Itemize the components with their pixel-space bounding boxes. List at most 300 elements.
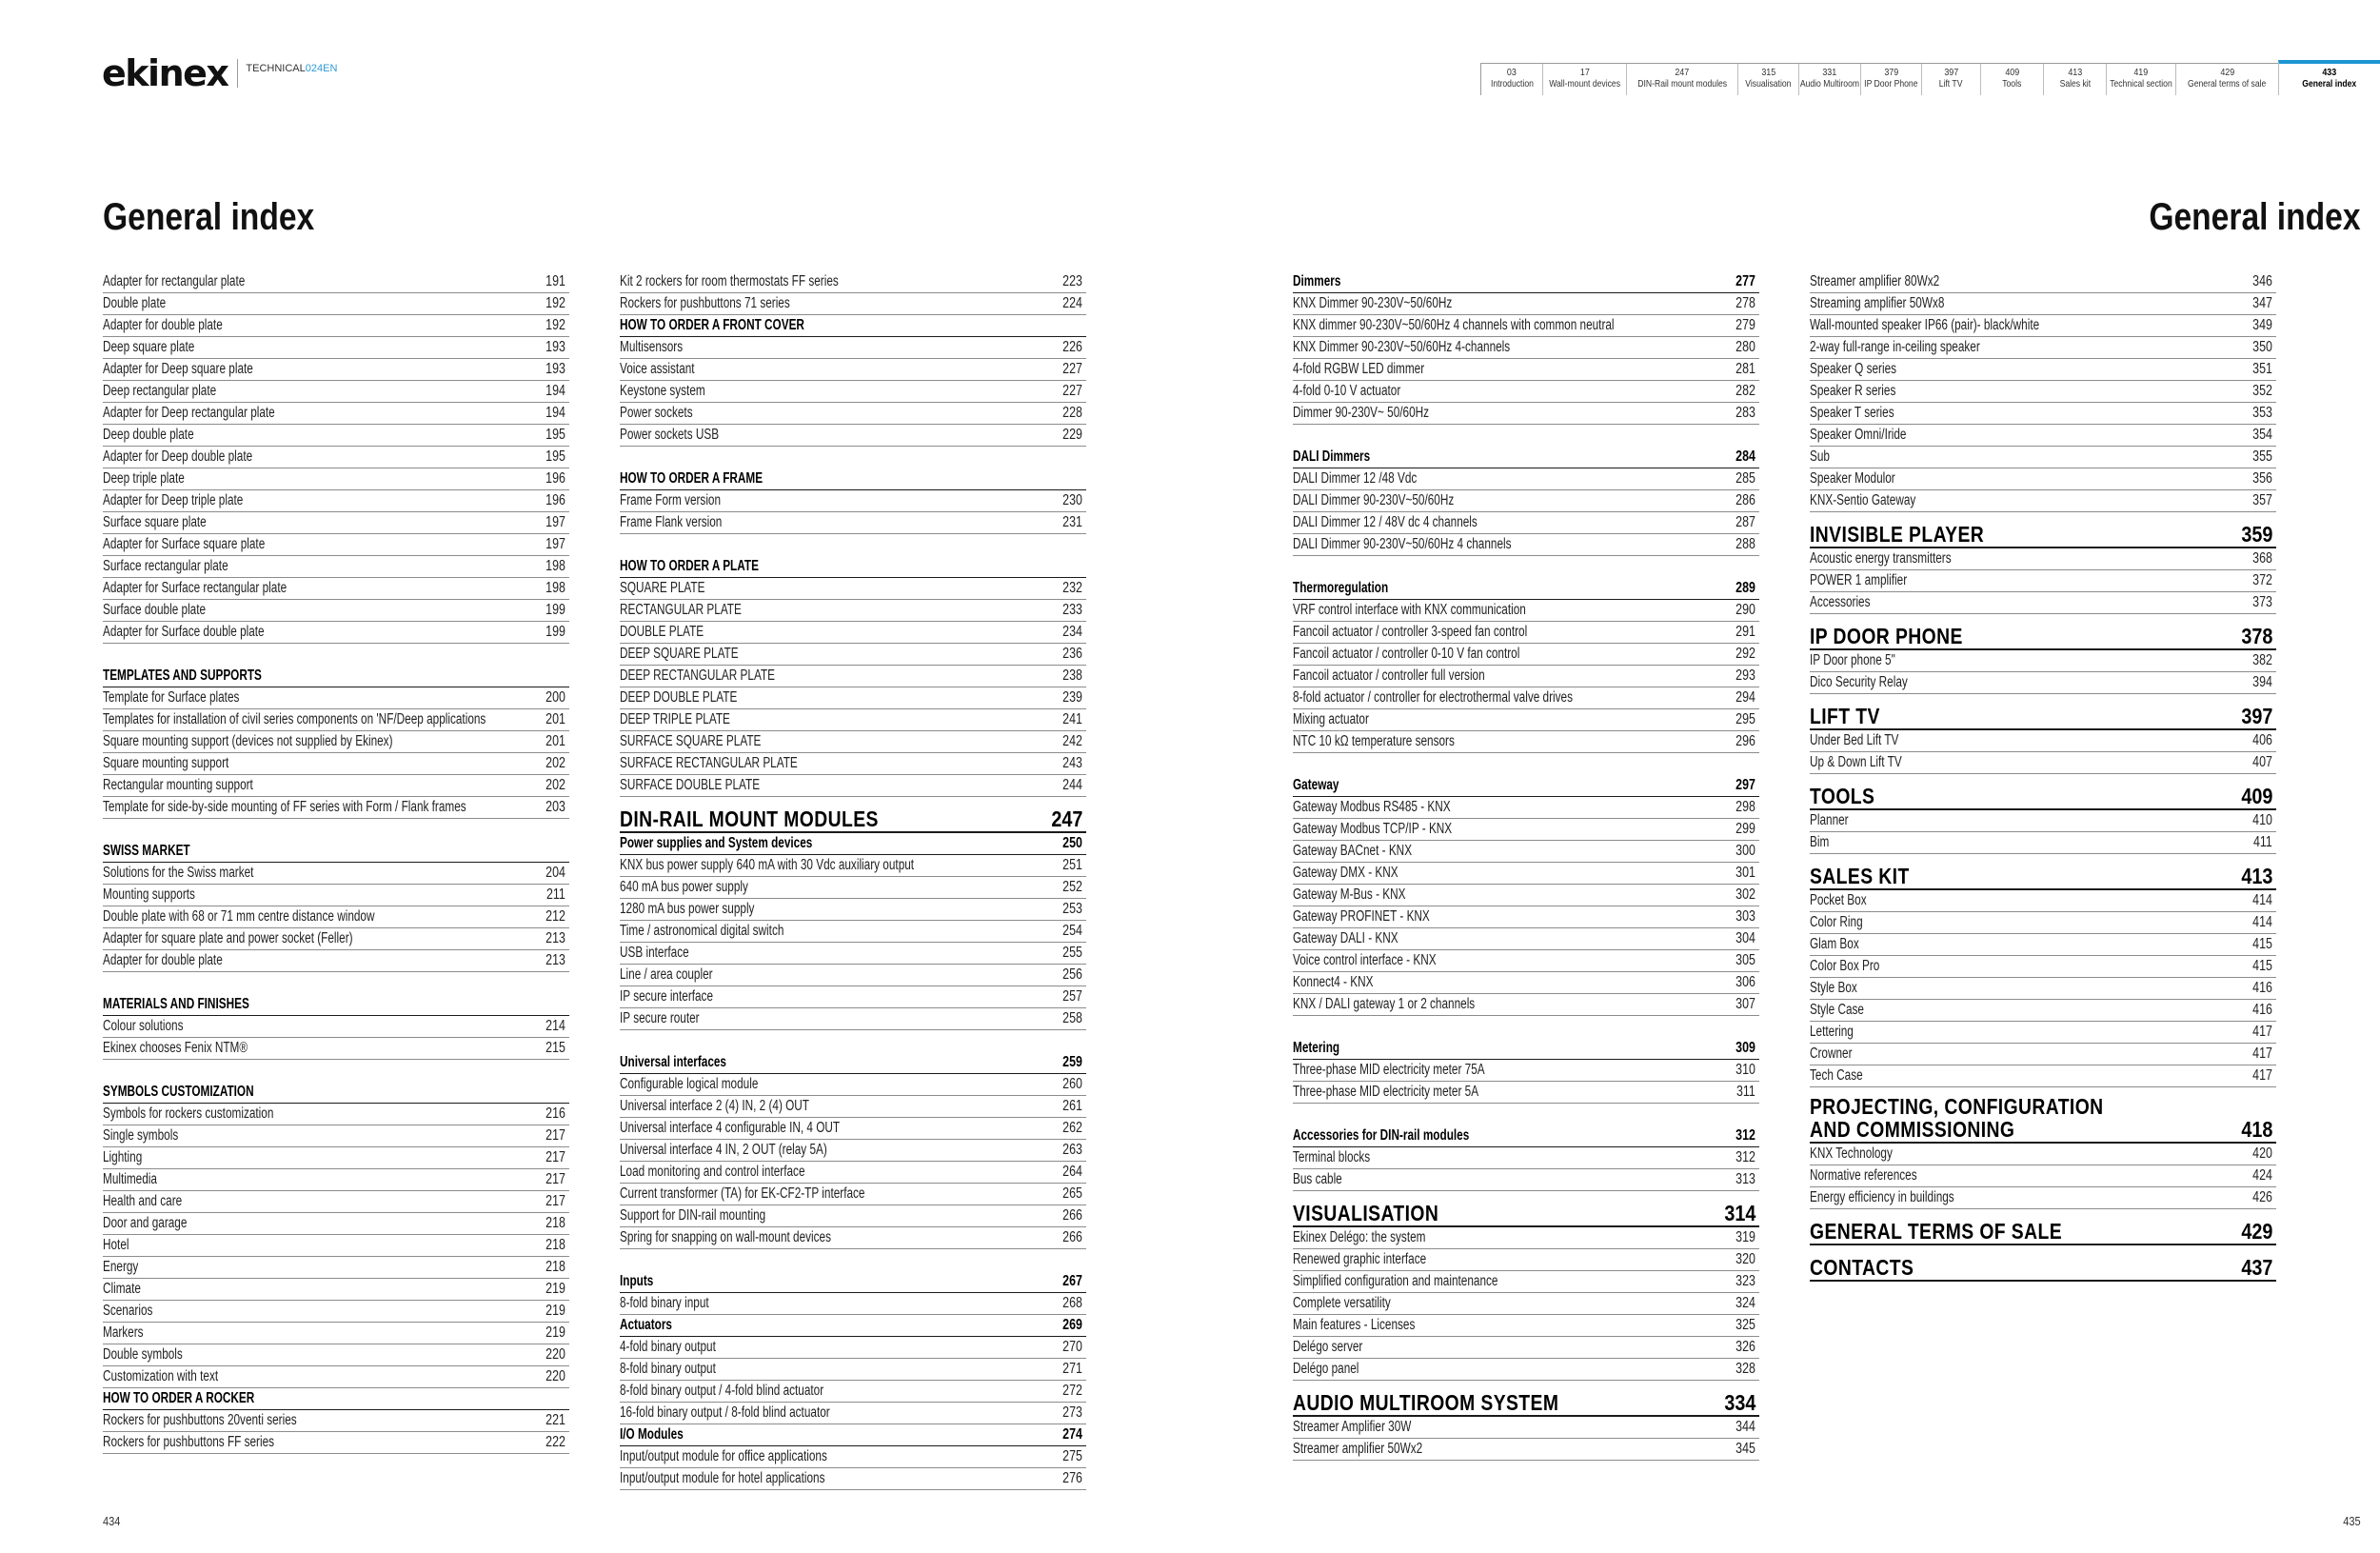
index-entry[interactable]: [1293, 709, 1759, 731]
index-entry[interactable]: [1293, 1227, 1759, 1249]
index-entry[interactable]: [1293, 1147, 1759, 1169]
index-entry[interactable]: [1293, 512, 1759, 534]
index-entry[interactable]: [1293, 1271, 1759, 1293]
index-entry[interactable]: [103, 468, 569, 490]
index-entry[interactable]: [103, 1213, 569, 1235]
index-entry[interactable]: [103, 753, 569, 775]
index-entry[interactable]: [1293, 994, 1759, 1016]
index-subsection-heading[interactable]: [1293, 578, 1759, 600]
index-entry[interactable]: [103, 425, 569, 447]
index-entry[interactable]: [1810, 1065, 2276, 1087]
index-entry[interactable]: [1810, 315, 2276, 337]
index-entry[interactable]: [1810, 752, 2276, 774]
index-entry[interactable]: [103, 1169, 569, 1191]
index-entry-page: 292: [1735, 646, 1755, 662]
index-entry[interactable]: [103, 490, 569, 512]
index-chapter-heading[interactable]: [1810, 625, 2276, 650]
index-entry-title: Gateway DALI - KNX: [1293, 930, 1398, 946]
index-subsection-heading[interactable]: [620, 833, 1086, 855]
nav-tab-sales-kit[interactable]: [2043, 64, 2106, 95]
index-chapter-heading[interactable]: [1810, 523, 2276, 548]
index-entry-page: 212: [545, 908, 565, 925]
index-entry-title: Actuators: [620, 1317, 672, 1333]
index-entry-page: 239: [1062, 689, 1082, 706]
index-entry[interactable]: [620, 666, 1086, 687]
index-entry[interactable]: [103, 1235, 569, 1257]
index-entry[interactable]: [1810, 956, 2276, 978]
index-entry-page: 373: [2252, 594, 2272, 610]
index-entry[interactable]: [103, 1279, 569, 1301]
index-entry-title: Rockers for pushbuttons 20venti series: [103, 1412, 297, 1428]
index-entry[interactable]: [103, 556, 569, 578]
index-entry-page: 334: [1723, 1390, 1755, 1415]
index-entry[interactable]: [1293, 841, 1759, 863]
spacer: [1293, 753, 1759, 775]
index-entry[interactable]: [620, 381, 1086, 403]
index-entry[interactable]: [620, 403, 1086, 425]
index-entry[interactable]: [1293, 622, 1759, 644]
index-entry[interactable]: [1810, 912, 2276, 934]
index-entry[interactable]: [103, 1432, 569, 1454]
index-entry[interactable]: [620, 1096, 1086, 1118]
index-entry[interactable]: [103, 271, 569, 293]
index-entry-title: Power supplies and System devices: [620, 835, 813, 851]
index-entry-title: Deep square plate: [103, 339, 195, 355]
index-entry[interactable]: [1293, 1060, 1759, 1082]
index-chapter-heading[interactable]: [1810, 705, 2276, 730]
index-entry[interactable]: [1810, 672, 2276, 694]
index-chapter-heading[interactable]: [1810, 785, 2276, 810]
index-entry-page: 309: [1735, 1040, 1755, 1056]
nav-tab-general-index[interactable]: [2278, 60, 2380, 95]
index-entry[interactable]: [1293, 950, 1759, 972]
index-entry[interactable]: [1293, 403, 1759, 425]
index-entry[interactable]: [103, 315, 569, 337]
index-entry[interactable]: [620, 687, 1086, 709]
index-entry-title: Style Box: [1810, 980, 1857, 996]
index-entry[interactable]: [1293, 315, 1759, 337]
index-entry[interactable]: [620, 1359, 1086, 1381]
index-entry[interactable]: [103, 293, 569, 315]
index-entry[interactable]: [620, 622, 1086, 644]
index-entry[interactable]: [103, 1125, 569, 1147]
index-entry[interactable]: [1293, 1337, 1759, 1359]
index-entry-page: 213: [545, 930, 565, 946]
index-chapter-heading[interactable]: [1810, 865, 2276, 890]
index-entry[interactable]: [1810, 810, 2276, 832]
nav-tab-ip-door-phone[interactable]: [1860, 64, 1921, 95]
index-entry[interactable]: [1810, 337, 2276, 359]
index-entry-title: Accessories for DIN-rail modules: [1293, 1127, 1470, 1144]
index-entry[interactable]: [1810, 1000, 2276, 1022]
index-entry[interactable]: [103, 1191, 569, 1213]
index-entry[interactable]: [1293, 797, 1759, 819]
index-entry[interactable]: [103, 950, 569, 972]
index-entry-title: Inputs: [620, 1273, 654, 1289]
catalog-code: [246, 64, 337, 74]
index-entry[interactable]: [103, 534, 569, 556]
index-entry-page: 306: [1735, 974, 1755, 990]
spacer: [620, 447, 1086, 468]
index-entry-title: Scenarios: [103, 1303, 153, 1319]
index-entry[interactable]: [620, 1403, 1086, 1424]
index-entry[interactable]: [620, 1337, 1086, 1359]
index-entry[interactable]: [1293, 885, 1759, 906]
index-chapter-heading[interactable]: [1810, 1256, 2276, 1282]
nav-tab-page: 17: [1579, 67, 1590, 78]
nav-tab-label: Audio Multiroom: [1799, 78, 1860, 90]
index-entry[interactable]: [1810, 447, 2276, 468]
index-entry[interactable]: [103, 359, 569, 381]
index-entry[interactable]: [103, 928, 569, 950]
index-entry[interactable]: [1293, 1249, 1759, 1271]
index-entry-title: TOOLS: [1810, 784, 1875, 808]
index-entry[interactable]: [620, 1446, 1086, 1468]
index-entry[interactable]: [620, 1184, 1086, 1205]
index-entry[interactable]: [103, 403, 569, 425]
index-entry[interactable]: [620, 1468, 1086, 1490]
index-entry[interactable]: [620, 293, 1086, 315]
index-entry-title: Dico Security Relay: [1810, 674, 1908, 690]
index-subsection-heading[interactable]: [620, 315, 1086, 337]
index-entry-title: HOW TO ORDER A FRONT COVER: [620, 317, 804, 333]
index-entry[interactable]: [1810, 359, 2276, 381]
index-entry[interactable]: [1293, 600, 1759, 622]
index-entry[interactable]: [1293, 666, 1759, 687]
index-entry-title: Multisensors: [620, 339, 684, 355]
nav-tab-din-rail-mount-modules[interactable]: [1626, 64, 1737, 95]
index-entry[interactable]: [620, 425, 1086, 447]
index-entry[interactable]: [1293, 863, 1759, 885]
spacer: [1293, 1016, 1759, 1038]
index-entry-page: 260: [1062, 1076, 1082, 1092]
index-entry[interactable]: [620, 965, 1086, 986]
index-entry-page: 282: [1735, 383, 1755, 399]
index-subsection-heading[interactable]: [1293, 271, 1759, 293]
index-entry[interactable]: [620, 731, 1086, 753]
index-entry-title: Fancoil actuator / controller full version: [1293, 667, 1485, 684]
index-entry-title: HOW TO ORDER A PLATE: [620, 558, 759, 574]
index-entry[interactable]: [1293, 972, 1759, 994]
index-entry-page: 409: [2240, 784, 2272, 808]
index-entry-page: 231: [1062, 514, 1082, 530]
index-entry-title: Input/output module for office applications: [620, 1448, 827, 1464]
index-entry[interactable]: [620, 1162, 1086, 1184]
index-entry[interactable]: [103, 1344, 569, 1366]
nav-tab-label: Sales kit: [2059, 78, 2091, 90]
index-entry[interactable]: [620, 1074, 1086, 1096]
index-entry-title: Multimedia: [103, 1171, 157, 1187]
index-entry[interactable]: [620, 490, 1086, 512]
index-entry[interactable]: [620, 877, 1086, 899]
nav-tab-visualisation[interactable]: [1737, 64, 1798, 95]
index-entry-title: Keystone system: [620, 383, 705, 399]
index-entry-page: 426: [2252, 1189, 2272, 1205]
index-subsection-heading[interactable]: [103, 1388, 569, 1410]
index-entry[interactable]: [1810, 978, 2276, 1000]
index-entry[interactable]: [1810, 570, 2276, 592]
index-subsection-heading[interactable]: [620, 468, 1086, 490]
index-entry[interactable]: [1810, 293, 2276, 315]
index-entry[interactable]: [1293, 1359, 1759, 1381]
index-entry[interactable]: [1810, 1165, 2276, 1187]
nav-tab-page: 331: [1822, 67, 1837, 78]
index-entry[interactable]: [103, 906, 569, 928]
index-entry[interactable]: [620, 899, 1086, 921]
index-entry[interactable]: [620, 1008, 1086, 1030]
index-entry[interactable]: [103, 1104, 569, 1125]
index-entry[interactable]: [103, 1257, 569, 1279]
index-entry[interactable]: [1293, 928, 1759, 950]
index-entry[interactable]: [1810, 490, 2276, 512]
index-entry[interactable]: [103, 797, 569, 819]
index-entry-title: KNX bus power supply 640 mA with 30 Vdc auxiliary output: [620, 857, 915, 873]
index-subsection-heading[interactable]: [620, 1424, 1086, 1446]
index-entry-page: 230: [1062, 492, 1082, 508]
index-entry-page: 261: [1062, 1098, 1082, 1114]
index-entry[interactable]: [1293, 1293, 1759, 1315]
index-entry-page: 415: [2252, 936, 2272, 952]
index-entry-page: 417: [2252, 1024, 2272, 1040]
index-entry-page: 193: [545, 339, 565, 355]
index-entry[interactable]: [103, 512, 569, 534]
index-entry[interactable]: [1293, 337, 1759, 359]
index-entry[interactable]: [620, 578, 1086, 600]
index-entry[interactable]: [620, 1381, 1086, 1403]
index-subsection-heading[interactable]: [1293, 1038, 1759, 1060]
index-entry[interactable]: [1293, 534, 1759, 556]
index-entry-page: 351: [2252, 361, 2272, 377]
index-entry[interactable]: [103, 1038, 569, 1060]
nav-tab-label: Introduction: [1490, 78, 1534, 90]
index-entry[interactable]: [620, 986, 1086, 1008]
spacer: [620, 1030, 1086, 1052]
index-entry[interactable]: [1293, 1082, 1759, 1104]
index-chapter-heading[interactable]: [1293, 1391, 1759, 1417]
index-subsection-heading[interactable]: [103, 666, 569, 687]
index-entry[interactable]: [1810, 1044, 2276, 1065]
index-subsection-heading[interactable]: [1293, 775, 1759, 797]
index-entry[interactable]: [1810, 890, 2276, 912]
index-entry[interactable]: [103, 709, 569, 731]
index-entry-page: 354: [2252, 427, 2272, 443]
index-entry-title: Three-phase MID electricity meter 5A: [1293, 1084, 1479, 1100]
index-entry-title: DEEP TRIPLE PLATE: [620, 711, 730, 727]
index-entry[interactable]: [1293, 1169, 1759, 1191]
index-entry[interactable]: [1810, 271, 2276, 293]
index-entry-title: Gateway Modbus TCP/IP - KNX: [1293, 821, 1453, 837]
index-entry[interactable]: [620, 943, 1086, 965]
index-entry[interactable]: [103, 1016, 569, 1038]
index-entry[interactable]: [103, 687, 569, 709]
index-entry-title: Adapter for rectangular plate: [103, 273, 246, 289]
index-entry[interactable]: [1810, 381, 2276, 403]
index-entry[interactable]: [103, 1366, 569, 1388]
index-entry[interactable]: [620, 1205, 1086, 1227]
index-entry-title: Streamer amplifier 80Wx2: [1810, 273, 1940, 289]
index-entry-title: Speaker T series: [1810, 405, 1894, 421]
index-entry[interactable]: [620, 753, 1086, 775]
index-entry[interactable]: [1293, 819, 1759, 841]
index-chapter-heading[interactable]: [620, 807, 1086, 833]
index-entry[interactable]: [103, 775, 569, 797]
index-subsection-heading[interactable]: [103, 841, 569, 863]
index-entry-page: 255: [1062, 945, 1082, 961]
index-subsection-heading[interactable]: [1293, 1125, 1759, 1147]
index-entry-page: 355: [2252, 448, 2272, 465]
index-entry[interactable]: [1293, 906, 1759, 928]
index-entry[interactable]: [103, 1323, 569, 1344]
index-entry-page: 357: [2252, 492, 2272, 508]
index-entry[interactable]: [103, 731, 569, 753]
index-entry[interactable]: [103, 600, 569, 622]
index-entry[interactable]: [1293, 1417, 1759, 1439]
index-entry-title: 1280 mA bus power supply: [620, 901, 755, 917]
index-entry[interactable]: [1810, 1022, 2276, 1044]
index-entry[interactable]: [1293, 359, 1759, 381]
index-entry[interactable]: [103, 1301, 569, 1323]
index-entry-title: Adapter for Deep square plate: [103, 361, 253, 377]
index-entry-title: Delégo panel: [1293, 1361, 1359, 1377]
index-entry[interactable]: [103, 578, 569, 600]
index-entry[interactable]: [1810, 832, 2276, 854]
index-entry-page: 218: [545, 1215, 565, 1231]
index-entry-title: TEMPLATES AND SUPPORTS: [103, 667, 262, 684]
index-entry[interactable]: [1810, 425, 2276, 447]
index-entry[interactable]: [620, 271, 1086, 293]
index-entry[interactable]: [1810, 934, 2276, 956]
index-entry-page: 229: [1062, 427, 1082, 443]
nav-tab-wall-mount-devices[interactable]: [1542, 64, 1626, 95]
nav-tab-tools[interactable]: [1980, 64, 2043, 95]
index-entry-title: Speaker R series: [1810, 383, 1896, 399]
index-entry-title: IP secure interface: [620, 988, 714, 1005]
index-entry-page: 344: [1735, 1419, 1755, 1435]
index-entry[interactable]: [1293, 1315, 1759, 1337]
nav-tab-introduction[interactable]: [1480, 64, 1542, 95]
index-entry-title: Surface square plate: [103, 514, 207, 530]
index-entry[interactable]: [1293, 381, 1759, 403]
index-entry-page: 222: [545, 1434, 565, 1450]
index-chapter-heading[interactable]: [1293, 1202, 1759, 1227]
index-entry-title: MATERIALS AND FINISHES: [103, 996, 249, 1012]
index-subsection-heading[interactable]: [103, 1082, 569, 1104]
index-entry[interactable]: [1810, 403, 2276, 425]
index-subsection-heading[interactable]: [1293, 447, 1759, 468]
index-entry[interactable]: [103, 1147, 569, 1169]
index-entry-page: 414: [2252, 914, 2272, 930]
index-entry-title: Simplified configuration and maintenance: [1293, 1273, 1498, 1289]
index-subsection-heading[interactable]: [103, 994, 569, 1016]
index-entry-title: Three-phase MID electricity meter 75A: [1293, 1062, 1485, 1078]
index-entry-page: 378: [2240, 624, 2272, 648]
index-entry[interactable]: [103, 447, 569, 468]
index-subsection-heading[interactable]: [620, 1315, 1086, 1337]
index-entry[interactable]: [620, 600, 1086, 622]
index-entry[interactable]: [103, 622, 569, 644]
index-chapter-heading[interactable]: [1810, 1220, 2276, 1245]
index-entry-page: 267: [1062, 1273, 1082, 1289]
index-entry[interactable]: [1810, 730, 2276, 752]
index-subsection-heading[interactable]: [620, 556, 1086, 578]
index-entry[interactable]: [620, 709, 1086, 731]
index-entry-title-line-2: AND COMMISSIONING: [1810, 1117, 2015, 1142]
index-entry[interactable]: [1810, 650, 2276, 672]
index-entry[interactable]: [620, 1118, 1086, 1140]
index-entry-title: Adapter for Deep rectangular plate: [103, 405, 275, 421]
index-entry-page: 407: [2252, 754, 2272, 770]
index-subsection-heading[interactable]: [620, 1052, 1086, 1074]
index-entry-page: 215: [545, 1040, 565, 1056]
nav-tab-label: General index: [2302, 78, 2357, 90]
index-entry[interactable]: [1293, 1439, 1759, 1461]
index-entry[interactable]: [103, 863, 569, 885]
index-entry[interactable]: [103, 885, 569, 906]
index-entry[interactable]: [1293, 293, 1759, 315]
index-entry[interactable]: [1293, 687, 1759, 709]
index-entry-title: Surface rectangular plate: [103, 558, 228, 574]
index-entry[interactable]: [620, 1293, 1086, 1315]
nav-tab-audio-multiroom[interactable]: [1798, 64, 1860, 95]
index-entry[interactable]: [103, 337, 569, 359]
nav-tab-technical-section[interactable]: [2106, 64, 2175, 95]
index-entry[interactable]: [103, 1410, 569, 1432]
index-entry-page: 294: [1735, 689, 1755, 706]
index-entry[interactable]: [620, 644, 1086, 666]
index-entry[interactable]: [1293, 644, 1759, 666]
index-entry-page: 191: [545, 273, 565, 289]
index-entry-title: Frame Flank version: [620, 514, 723, 530]
index-entry[interactable]: [1293, 468, 1759, 490]
index-entry-title: Single symbols: [103, 1127, 179, 1144]
index-entry[interactable]: [1810, 548, 2276, 570]
index-entry[interactable]: [1810, 468, 2276, 490]
nav-tab-label: DIN-Rail mount modules: [1637, 78, 1727, 90]
index-entry[interactable]: [620, 921, 1086, 943]
index-entry[interactable]: [1810, 1144, 2276, 1165]
index-entry-page: 201: [545, 733, 565, 749]
index-entry[interactable]: [620, 855, 1086, 877]
index-entry[interactable]: [1293, 731, 1759, 753]
index-chapter-heading[interactable]: [1810, 1094, 2276, 1144]
index-entry-page: 263: [1062, 1142, 1082, 1158]
nav-tab-general-terms-of-sale[interactable]: [2175, 64, 2278, 95]
index-entry[interactable]: [620, 775, 1086, 797]
index-entry[interactable]: [1810, 1187, 2276, 1209]
index-entry[interactable]: [1810, 592, 2276, 614]
index-entry[interactable]: [1293, 490, 1759, 512]
index-entry[interactable]: [620, 512, 1086, 534]
index-entry-page: 264: [1062, 1164, 1082, 1180]
index-entry-page: 232: [1062, 580, 1082, 596]
index-entry-title: Accessories: [1810, 594, 1871, 610]
index-entry[interactable]: [620, 1227, 1086, 1249]
index-entry-page: 346: [2252, 273, 2272, 289]
index-entry[interactable]: [103, 381, 569, 403]
index-entry-page: 303: [1735, 908, 1755, 925]
index-entry-title: Mounting supports: [103, 886, 195, 903]
index-entry[interactable]: [620, 1140, 1086, 1162]
index-entry-title: Speaker Q series: [1810, 361, 1897, 377]
index-entry[interactable]: [620, 359, 1086, 381]
index-entry-title: Markers: [103, 1324, 144, 1341]
index-entry[interactable]: [620, 337, 1086, 359]
index-entry-page: 415: [2252, 958, 2272, 974]
nav-tab-lift-tv[interactable]: [1921, 64, 1980, 95]
index-subsection-heading[interactable]: [620, 1271, 1086, 1293]
index-entry-title: Universal interface 4 IN, 2 OUT (relay 5A): [620, 1142, 827, 1158]
index-entry-page: 320: [1735, 1251, 1755, 1267]
